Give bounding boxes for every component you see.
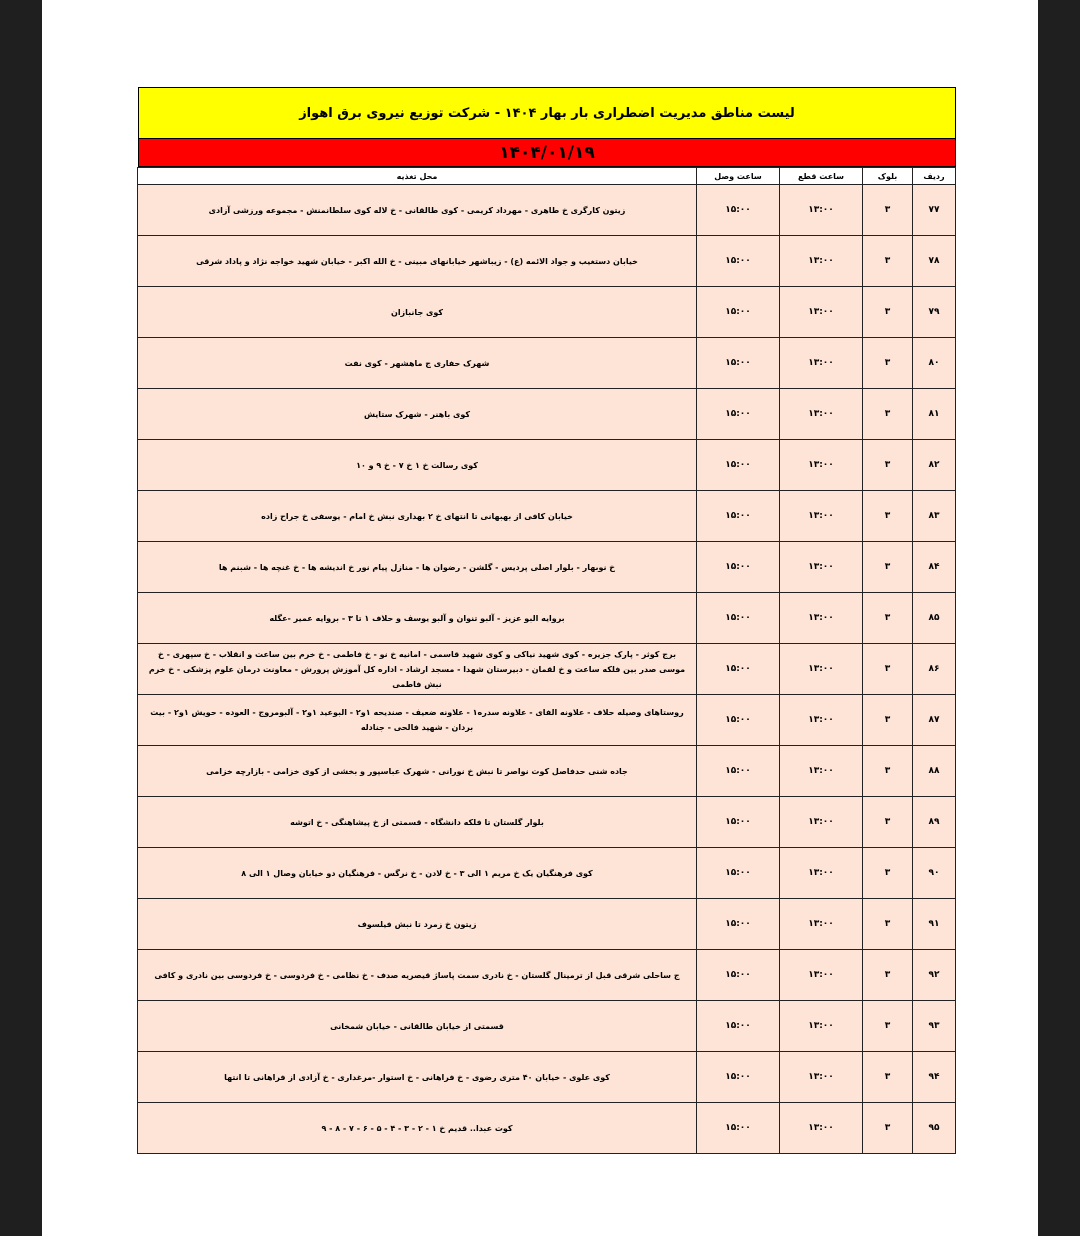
block-cell: ۳ [863,950,913,1001]
cut-time-cell: ۱۳:۰۰ [780,848,863,899]
connect-time-cell: ۱۵:۰۰ [697,1103,780,1154]
cut-time-cell: ۱۳:۰۰ [780,491,863,542]
block-cell: ۳ [863,1001,913,1052]
connect-time-cell: ۱۵:۰۰ [697,1052,780,1103]
location-cell: ج ساحلی شرقی قبل از ترمینال گلستان - خ نادری سمت پاساژ قیصریه صدف - خ نظامی - خ فردوسی - خ فردوسی بین نادری و کافی [138,950,697,1001]
outage-schedule-sheet [138,87,956,1154]
cut-time-cell: ۱۳:۰۰ [780,746,863,797]
connect-time-cell: ۱۵:۰۰ [697,542,780,593]
table-row [138,440,956,491]
table-row [138,1052,956,1103]
cut-time-cell: ۱۳:۰۰ [780,950,863,1001]
table-row [138,1001,956,1052]
connect-time-cell: ۱۵:۰۰ [697,746,780,797]
table-row [138,593,956,644]
connect-time-cell: ۱۵:۰۰ [697,287,780,338]
location-cell: خ نوبهار - بلوار اصلی پردیس - گلشن - رضوان ها - منازل پیام نور خ اندیشه ها - خ غنچه ها - شبنم ها [138,542,697,593]
connect-time-cell: ۱۵:۰۰ [697,491,780,542]
row-number-cell: ۷۸ [913,236,956,287]
location-cell: خیابان دستغیب و جواد الائمه (ع) - زیباشهر خیابانهای مبینی - خ الله اکبر - خیابان شهید خواجه نژاد و پاداد شرقی [138,236,697,287]
cut-time-cell: ۱۳:۰۰ [780,338,863,389]
connect-time-cell: ۱۵:۰۰ [697,593,780,644]
block-cell: ۳ [863,1103,913,1154]
row-number-cell: ۹۳ [913,1001,956,1052]
table-row [138,950,956,1001]
block-cell: ۳ [863,491,913,542]
table-row [138,542,956,593]
left-dark-margin [0,0,42,1236]
cut-time-cell: ۱۳:۰۰ [780,440,863,491]
header-block: بلوک [863,168,913,185]
header-location: محل تغذیه [138,168,697,185]
location-cell: کوی فرهنگیان یک خ مریم ۱ الی ۳ - خ لادن - خ نرگس - فرهنگیان دو خیابان وصال ۱ الی ۸ [138,848,697,899]
table-row [138,389,956,440]
block-cell: ۳ [863,746,913,797]
cut-time-cell: ۱۳:۰۰ [780,1001,863,1052]
row-number-cell: ۸۲ [913,440,956,491]
block-cell: ۳ [863,440,913,491]
table-row [138,848,956,899]
cut-time-cell: ۱۳:۰۰ [780,797,863,848]
location-cell: بلوار گلستان تا فلکه دانشگاه - قسمتی از خ پیشاهنگی - خ اتوشه [138,797,697,848]
table-row [138,899,956,950]
block-cell: ۳ [863,185,913,236]
location-cell: جاده شنی حدفاصل کوت نواصر تا نبش خ نورانی - شهرک عباسپور و بخشی از کوی خزامی - بازارچه خزامی [138,746,697,797]
location-cell: برج کوثر - پارک جزیره - کوی شهید نیاکی و کوی شهید قاسمی - امانیه خ نو - خ فاطمی - خ خرم بین ساعت و انقلاب - خ سپهری - خ موسی صدر بین فلکه ساعت و خ لقمان - دبیرستان شهدا - مسجد ارشاد - اداره کل آموزش پرورش - معاونت درمان علوم پزشکی - خ خرم نبش فاطمی [138,644,697,695]
block-cell: ۳ [863,542,913,593]
row-number-cell: ۸۱ [913,389,956,440]
location-cell: شهرک حفاری ج ماهشهر - کوی نفت [138,338,697,389]
table-row [138,287,956,338]
connect-time-cell: ۱۵:۰۰ [697,644,780,695]
schedule-table [137,167,956,1154]
row-number-cell: ۸۵ [913,593,956,644]
cut-time-cell: ۱۳:۰۰ [780,185,863,236]
location-cell: روستاهای وصیله حلاف - علاونه الفای - علاونه سدره۱ - علاونه ضعیف - صندیحه ۱و۲ - البوعید ۱و۲ - آلبومروج - العوده - حویش ۱و۲ - بیت بردان - شهید فالحی - جنادله [138,695,697,746]
row-number-cell: ۸۳ [913,491,956,542]
row-number-cell: ۷۹ [913,287,956,338]
row-number-cell: ۸۴ [913,542,956,593]
location-cell: زیتون خ زمرد تا نبش فیلسوف [138,899,697,950]
row-number-cell: ۹۱ [913,899,956,950]
block-cell: ۳ [863,1052,913,1103]
block-cell: ۳ [863,695,913,746]
cut-time-cell: ۱۳:۰۰ [780,542,863,593]
row-number-cell: ۹۰ [913,848,956,899]
sheet-date: ۱۴۰۴/۰۱/۱۹ [138,139,956,167]
row-number-cell: ۹۵ [913,1103,956,1154]
table-row [138,1103,956,1154]
connect-time-cell: ۱۵:۰۰ [697,338,780,389]
cut-time-cell: ۱۳:۰۰ [780,287,863,338]
connect-time-cell: ۱۵:۰۰ [697,950,780,1001]
connect-time-cell: ۱۵:۰۰ [697,1001,780,1052]
location-cell: کوی باهنر - شهرک ستایش [138,389,697,440]
location-cell: کوت عبدا.. قدیم خ ۱ - ۲ - ۳ - ۴ - ۵ - ۶ - ۷ - ۸ - ۹ [138,1103,697,1154]
connect-time-cell: ۱۵:۰۰ [697,440,780,491]
table-row [138,695,956,746]
table-row [138,236,956,287]
cut-time-cell: ۱۳:۰۰ [780,1103,863,1154]
connect-time-cell: ۱۵:۰۰ [697,695,780,746]
location-cell: کوی جانبازان [138,287,697,338]
cut-time-cell: ۱۳:۰۰ [780,644,863,695]
row-number-cell: ۸۹ [913,797,956,848]
table-row [138,644,956,695]
row-number-cell: ۸۶ [913,644,956,695]
sheet-title: لیست مناطق مدیریت اضطراری بار بهار ۱۴۰۴ - شرکت توزیع نیروی برق اهواز [138,87,956,139]
location-cell: بروایه البو عزیز - آلبو تنوان و آلبو یوسف و حلاف ۱ تا ۳ - بروایه عمیر -عگله [138,593,697,644]
row-number-cell: ۸۰ [913,338,956,389]
row-number-cell: ۷۷ [913,185,956,236]
block-cell: ۳ [863,236,913,287]
cut-time-cell: ۱۳:۰۰ [780,593,863,644]
table-row [138,746,956,797]
block-cell: ۳ [863,389,913,440]
row-number-cell: ۹۲ [913,950,956,1001]
cut-time-cell: ۱۳:۰۰ [780,899,863,950]
table-row [138,185,956,236]
connect-time-cell: ۱۵:۰۰ [697,236,780,287]
header-row-number: ردیف [913,168,956,185]
table-row [138,797,956,848]
block-cell: ۳ [863,848,913,899]
cut-time-cell: ۱۳:۰۰ [780,236,863,287]
right-dark-margin [1038,0,1080,1236]
block-cell: ۳ [863,338,913,389]
connect-time-cell: ۱۵:۰۰ [697,185,780,236]
block-cell: ۳ [863,593,913,644]
table-row [138,338,956,389]
connect-time-cell: ۱۵:۰۰ [697,848,780,899]
connect-time-cell: ۱۵:۰۰ [697,899,780,950]
cut-time-cell: ۱۳:۰۰ [780,695,863,746]
block-cell: ۳ [863,287,913,338]
location-cell: کوی علوی - خیابان ۴۰ متری رضوی - خ فراهانی - خ استوار -مرغداری - خ آزادی از فراهانی تا انتها [138,1052,697,1103]
location-cell: زیتون کارگری خ طاهری - مهرداد کریمی - کوی طالقانی - خ لاله کوی سلطانمنش - مجموعه ورزشی آزادی [138,185,697,236]
location-cell: کوی رسالت خ ۱ خ ۷ - خ ۹ و ۱۰ [138,440,697,491]
connect-time-cell: ۱۵:۰۰ [697,389,780,440]
table-row [138,491,956,542]
cut-time-cell: ۱۳:۰۰ [780,1052,863,1103]
table-header-row [138,168,956,185]
row-number-cell: ۸۷ [913,695,956,746]
block-cell: ۳ [863,644,913,695]
block-cell: ۳ [863,797,913,848]
connect-time-cell: ۱۵:۰۰ [697,797,780,848]
location-cell: خیابان کافی از بهبهانی تا انتهای خ ۲ بهداری نبش خ امام - یوسفی خ جراح زاده [138,491,697,542]
cut-time-cell: ۱۳:۰۰ [780,389,863,440]
row-number-cell: ۹۴ [913,1052,956,1103]
table-body [138,185,956,1154]
row-number-cell: ۸۸ [913,746,956,797]
header-connect-time: ساعت وصل [697,168,780,185]
location-cell: قسمتی از خیابان طالقانی - خیابان شمخانی [138,1001,697,1052]
header-cut-time: ساعت قطع [780,168,863,185]
block-cell: ۳ [863,899,913,950]
